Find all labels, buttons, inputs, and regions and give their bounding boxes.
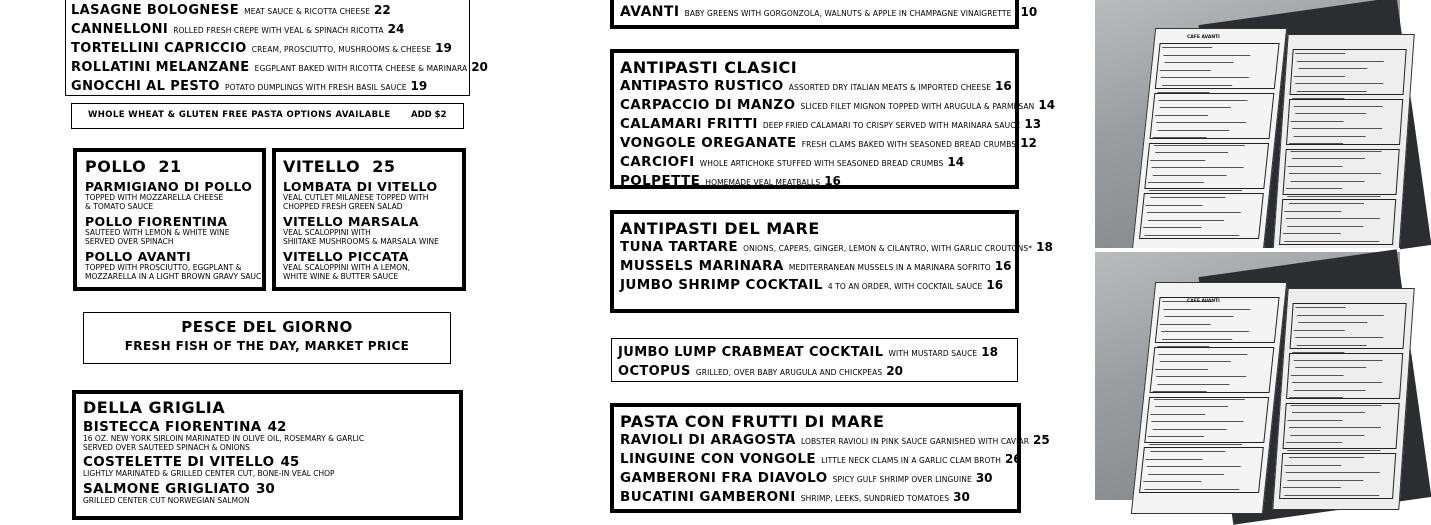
specials-box — [611, 338, 1018, 382]
menu-item-name: BISTECCA FIORENTINA 42 — [83, 419, 287, 435]
menu-item — [618, 343, 1017, 362]
menu-item-desc: GRILLED, OVER BABY ARUGULA AND CHICKPEAS — [695, 368, 883, 377]
menu-item-price: 18 — [1036, 240, 1053, 254]
menu-item — [620, 488, 1017, 507]
menu-item-desc: POTATO DUMPLINGS WITH FRESH BASIL SAUCE — [224, 83, 407, 92]
menu-item-name: OCTOPUS — [618, 364, 691, 379]
menu-item-desc: LIGHTLY MARINATED & GRILLED CENTER CUT, BONE-IN VEAL CHOP — [83, 469, 335, 478]
pollo-title: POLLO 21 — [85, 157, 182, 176]
menu-item-name: POLLO FIORENTINA — [85, 214, 228, 229]
menu-photo-bottom: CAFE AVANTI — [1095, 252, 1400, 500]
menu-item-price: 14 — [947, 155, 965, 169]
menu-item-desc: 16 OZ. NEW YORK SIRLOIN MARINATED IN OLIVE OIL, ROSEMARY & GARLIC — [83, 434, 365, 443]
menu-item — [620, 172, 1015, 191]
menu-item — [620, 257, 1015, 276]
antipasti-clasici-box — [610, 49, 1056, 189]
menu-item-name: ANTIPASTO RUSTICO — [620, 78, 784, 94]
pasta-options-box — [71, 103, 464, 129]
menu-item — [620, 96, 1056, 115]
menu-item-desc: 4 TO AN ORDER, WITH COCKTAIL SAUCE — [827, 282, 983, 291]
menu-item-desc: WHITE WINE & BUTTER SAUCE — [283, 271, 399, 281]
menu-item-name: CANNELLONI — [71, 22, 169, 37]
menu-item-price: 30 — [953, 490, 970, 504]
menu-item-price: 18 — [981, 345, 998, 359]
pasta-options-price: ADD $2 — [411, 110, 447, 120]
menu-item-name: GNOCCHI AL PESTO — [71, 79, 220, 94]
menu-item-desc: LOBSTER RAVIOLI IN PINK SAUCE GARNISHED WITH CAVIAR — [801, 437, 1030, 446]
menu-item-desc: MEDITERRANEAN MUSSELS IN A MARINARA SOFRITO — [788, 263, 991, 272]
pesce-subtitle: FRESH FISH OF THE DAY, MARKET PRICE — [124, 339, 410, 353]
menu-item-desc: VEAL SCALOPPINI WITH A LEMON, — [283, 263, 411, 272]
menu-item-price: 42 — [267, 419, 287, 435]
pasta-box — [65, 0, 488, 96]
menu-item-desc: SHIITAKE MUSHROOMS & MARSALA WINE — [283, 236, 439, 246]
menu-item-price: 19 — [435, 41, 452, 55]
menu-item-desc: ROLLED FRESH CREPE WITH VEAL & SPINACH RICOTTA — [173, 26, 384, 35]
menu-item-name: POLLO AVANTI — [85, 249, 192, 264]
salad-box — [610, 0, 1038, 29]
menu-item-desc: SERVED OVER SPINACH — [85, 236, 174, 246]
menu-item-desc: CHOPPED FRESH GREEN SALAD — [283, 201, 403, 211]
menu-item-name: ROLLATINI MELANZANE — [71, 60, 250, 75]
menu-item-name: CALAMARI FRITTI — [620, 116, 758, 132]
menu-item — [71, 1, 469, 20]
menu-item-desc: HOMEMADE VEAL MEATBALLS — [705, 178, 821, 187]
menu-item — [71, 77, 469, 96]
menu-item — [620, 134, 1037, 153]
menu-item-desc: EGGPLANT BAKED WITH RICOTTA CHEESE & MARINARA — [254, 64, 468, 73]
menu-item-name: POLPETTE — [620, 173, 701, 189]
menu-item — [620, 450, 1022, 469]
menu-item-price: 16 — [824, 174, 841, 188]
pasta-mare-title: PASTA CON FRUTTI DI MARE — [620, 412, 885, 431]
pollo-box — [73, 148, 266, 291]
menu-item-name: TORTELLINI CAPRICCIO — [71, 41, 247, 56]
menu-item — [620, 115, 1042, 134]
menu-item-name: PARMIGIANO DI POLLO — [85, 179, 253, 194]
antipasti-mare-title: ANTIPASTI DEL MARE — [620, 219, 820, 238]
menu-item — [71, 58, 488, 77]
menu-item-name: LINGUINE CON VONGOLE — [620, 451, 816, 467]
menu-item-price: 19 — [410, 79, 428, 93]
menu-item-name: BUCATINI GAMBERONI — [620, 489, 796, 505]
menu-item-price: 12 — [1020, 136, 1037, 150]
menu-item-price: 20 — [886, 364, 903, 378]
menu-item-name: VITELLO PICCATA — [283, 249, 409, 264]
menu-item — [620, 276, 1015, 295]
menu-item-price: 30 — [256, 480, 275, 497]
pasta-options-text: WHOLE WHEAT & GLUTEN FREE PASTA OPTIONS AVAILABLE — [88, 110, 391, 120]
menu-item-desc: DEEP FRIED CALAMARI TO CRISPY SERVED WITH MARINARA SAUCE — [762, 121, 1021, 130]
menu-item-name: LASAGNE BOLOGNESE — [71, 3, 240, 18]
menu-item-name: LOMBATA DI VITELLO — [283, 179, 438, 194]
menu-item-name: CARCIOFI — [620, 154, 695, 170]
menu-item-desc: SAUTEED WITH LEMON & WHITE WINE — [85, 228, 230, 237]
antipasti-clasici-title: ANTIPASTI CLASICI — [620, 58, 798, 77]
menu-item — [620, 77, 1015, 96]
menu-item-name: TUNA TARTARE — [620, 239, 739, 255]
menu-item-desc: SLICED FILET MIGNON TOPPED WITH ARUGULA & PARMESAN — [800, 102, 1035, 111]
menu-item-desc: MEAT SAUCE & RICOTTA CHEESE — [244, 7, 371, 16]
pesce-title: PESCE DEL GIORNO — [181, 318, 353, 336]
menu-item — [620, 238, 1053, 257]
menu-item-price: 24 — [387, 22, 405, 36]
menu-item-desc: VEAL CUTLET MILANESE TOPPED WITH — [283, 193, 429, 202]
menu-item-desc: TOPPED WITH PROSCIUTTO, EGGPLANT & — [85, 263, 242, 272]
menu-item-desc: FRESH CLAMS BAKED WITH SEASONED BREAD CRUMBS — [801, 140, 1017, 149]
menu-item-price: 16 — [986, 278, 1004, 292]
menu-item — [71, 20, 469, 39]
menu-photo-top: CAFE AVANTI — [1095, 0, 1400, 248]
menu-item-name: RAVIOLI DI ARAGOSTA — [620, 432, 796, 448]
menu-item — [618, 362, 1017, 381]
pesce-box — [83, 312, 451, 364]
menu-item-avanti: AVANTI BABY GREENS WITH GORGONZOLA, WALNUTS & APPLE IN CHAMPAGNE VINAIGRETTE 10 — [620, 4, 1038, 20]
vitello-title: VITELLO 25 — [283, 157, 396, 176]
menu-item-desc: WHOLE ARTICHOKE STUFFED WITH SEASONED BREAD CRUMBS — [699, 159, 944, 168]
menu-item-price: 30 — [975, 471, 993, 485]
menu-item-name: GAMBERONI FRA DIAVOLO — [620, 470, 828, 486]
pasta-mare-box — [610, 403, 1050, 513]
menu-item-price: 16 — [994, 259, 1012, 273]
menu-item-name: CARPACCIO DI MANZO — [620, 97, 796, 113]
vitello-box — [272, 148, 466, 291]
menu-item-desc: CREAM, PROSCIUTTO, MUSHROOMS & CHEESE — [251, 45, 432, 54]
menu-item-price: 16 — [995, 79, 1012, 93]
griglia-box — [72, 390, 463, 520]
menu-item-desc: TOPPED WITH MOZZARELLA CHEESE — [85, 193, 224, 202]
menu-item-desc: MOZZARELLA IN A LIGHT BROWN GRAVY SAUCE — [85, 271, 266, 281]
menu-item-name: JUMBO LUMP CRABMEAT COCKTAIL — [618, 345, 884, 360]
antipasti-mare-box — [610, 210, 1053, 313]
menu-item-desc: VEAL SCALOPPINI WITH — [283, 228, 371, 237]
menu-item — [620, 469, 1017, 488]
menu-item-name: COSTELETTE DI VITELLO 45 — [83, 454, 300, 470]
menu-item-price: 20 — [471, 60, 488, 74]
menu-item-name: VONGOLE OREGANATE — [620, 135, 797, 151]
menu-item — [620, 153, 1015, 172]
menu-item — [71, 39, 469, 58]
menu-item-price: 22 — [374, 3, 391, 17]
menu-item-desc: ONIONS, CAPERS, GINGER, LEMON & CILANTRO, WITH GARLIC CROUTONS* — [743, 244, 1033, 253]
menu-item-price: 25 — [1033, 433, 1050, 447]
menu-item-price: 26 — [1004, 452, 1022, 466]
menu-item-name: JUMBO SHRIMP COCKTAIL — [620, 277, 823, 293]
griglia-title: DELLA GRIGLIA — [83, 398, 226, 417]
menu-item-name: MUSSELS MARINARA — [620, 258, 784, 274]
menu-item-desc: LITTLE NECK CLAMS IN A GARLIC CLAM BROTH — [821, 456, 1001, 465]
menu-item-price: 13 — [1024, 117, 1042, 131]
menu-item-desc: SPICY GULF SHRIMP OVER LINGUINE — [832, 475, 972, 484]
menu-item-desc: SERVED OVER SAUTEED SPINACH & ONIONS — [83, 442, 250, 452]
menu-item-price: 14 — [1038, 98, 1056, 112]
menu-item-name: SALMONE GRIGLIATO 30 — [83, 480, 275, 497]
menu-item-desc: SHRIMP, LEEKS, SUNDRIED TOMATOES — [800, 494, 950, 503]
menu-item-desc: ASSORTED DRY ITALIAN MEATS & IMPORTED CHEESE — [788, 83, 992, 92]
menu-item-name: VITELLO MARSALA — [283, 214, 419, 229]
menu-item-price: 45 — [280, 454, 300, 470]
menu-item-desc: & TOMATO SAUCE — [85, 201, 154, 211]
menu-item-desc: GRILLED CENTER CUT NORWEGIAN SALMON — [83, 495, 250, 505]
left-menu-page — [0, 0, 488, 505]
right-menu-page — [560, 0, 1080, 505]
menu-item-desc: WITH MUSTARD SAUCE — [888, 349, 978, 358]
